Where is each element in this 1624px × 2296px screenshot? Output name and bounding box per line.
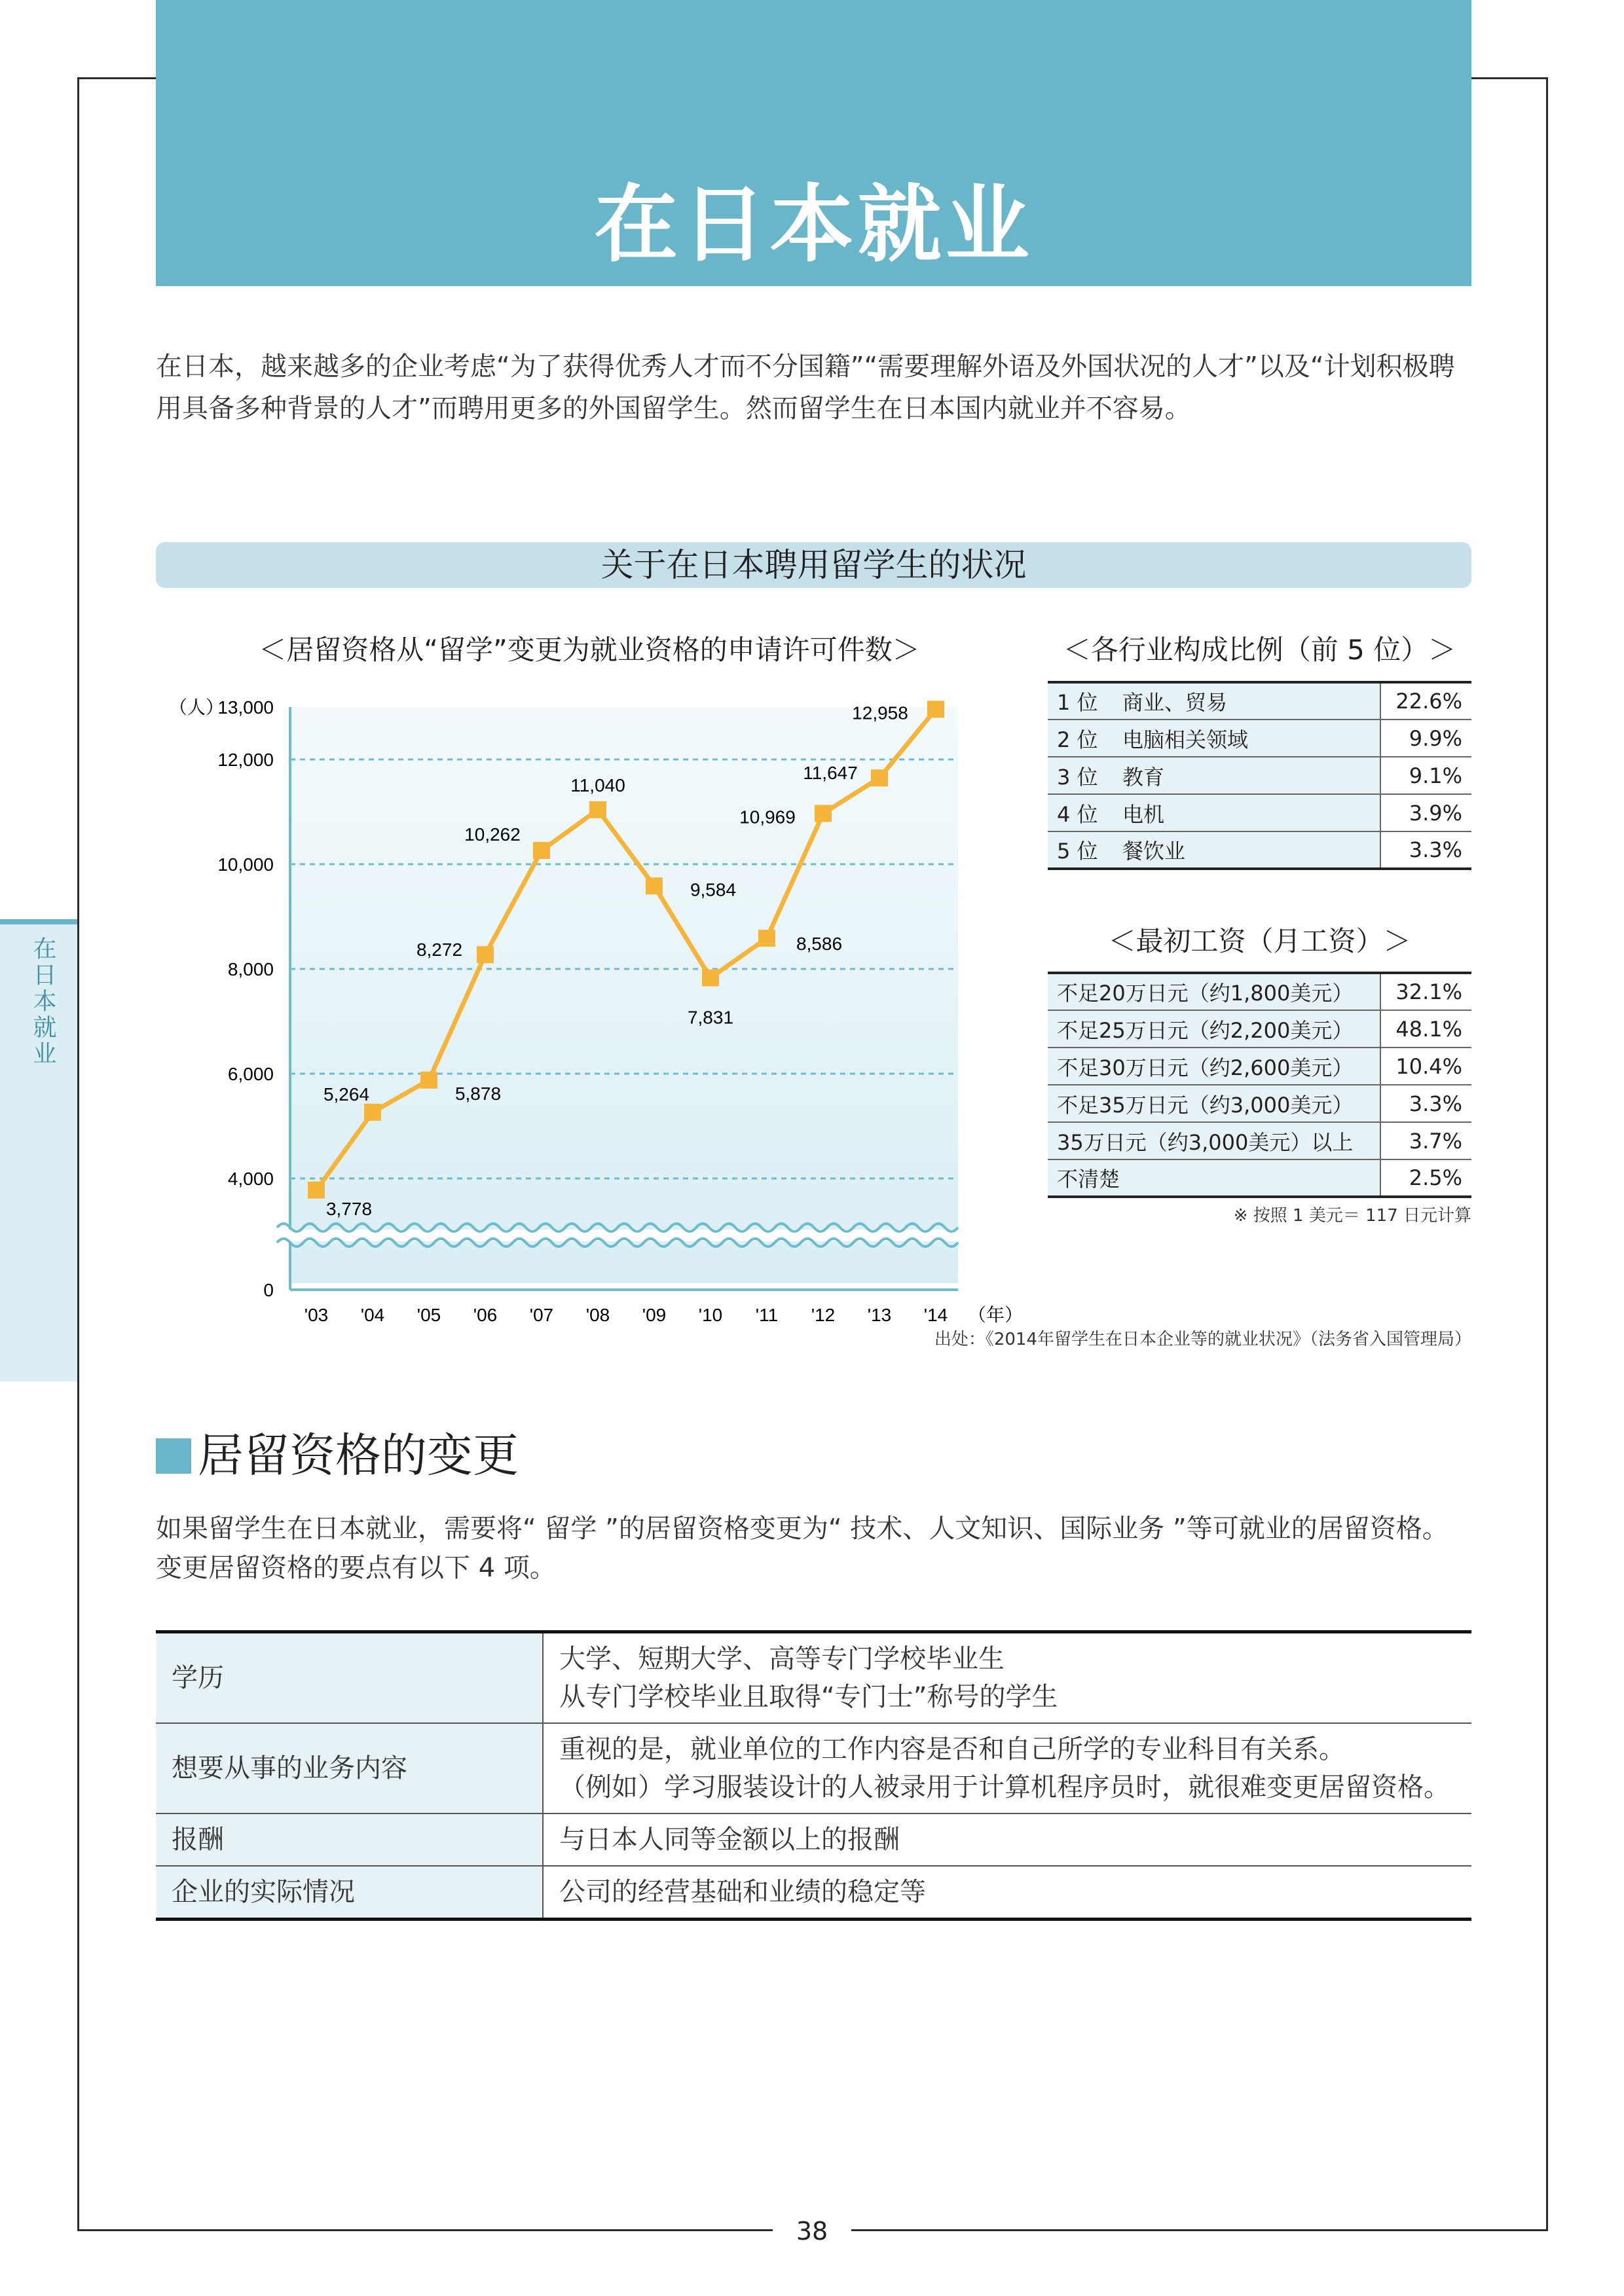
industry-rank: 4 位	[1057, 801, 1098, 827]
industry-rank: 3 位	[1057, 764, 1098, 790]
requirement-key: 想要从事的业务内容	[156, 1723, 543, 1813]
requirement-key: 学历	[156, 1632, 543, 1724]
industry-value: 9.1%	[1380, 757, 1471, 794]
industry-label-cell	[1048, 720, 1380, 757]
requirement-line: 大学、短期大学、高等专门学校毕业生	[559, 1644, 1005, 1674]
y-tick-label: 8,000	[227, 959, 274, 979]
source-citation: 出处：《2014年留学生在日本企业等的就业状况》（法务省入国管理局）	[934, 1330, 1471, 1349]
data-point	[477, 946, 494, 963]
industry-row	[1048, 831, 1471, 869]
x-tick-label: '11	[755, 1305, 779, 1322]
salary-name: 不足25万日元（约2,200美元）	[1057, 1017, 1354, 1043]
data-point	[308, 1182, 325, 1199]
x-tick-label: '03	[304, 1305, 329, 1322]
salary-label-cell	[1048, 1122, 1380, 1159]
industry-value: 3.9%	[1380, 794, 1471, 831]
industry-title: ＜各行业构成比例（前 5 位）＞	[1063, 634, 1456, 666]
y-axis-label: （人）	[169, 697, 225, 718]
industry-label-cell	[1048, 757, 1380, 794]
salary-name: 不足30万日元（约2,600美元）	[1057, 1055, 1354, 1080]
data-label: 10,262	[464, 824, 521, 845]
data-label: 9,584	[690, 879, 737, 900]
industry-name: 电脑相关领域	[1122, 727, 1249, 752]
requirement-value	[543, 1866, 1471, 1920]
side-tab-label: 在日本就业	[29, 936, 56, 1067]
requirement-line: （例如）学习服装设计的人被录用于计算机程序员时，就很难变更居留资格。	[559, 1772, 1450, 1802]
salary-name: 不足35万日元（约3,000美元）	[1057, 1092, 1354, 1118]
industry-row	[1048, 757, 1471, 794]
data-point	[815, 805, 832, 822]
requirement-line: 公司的经营基础和业绩的稳定等	[559, 1877, 926, 1907]
intro-paragraph: 在日本，越来越多的企业考虑“为了获得优秀人才而不分国籍”“需要理解外语及外国状况的人才”以及“计划积极聘用具备多种背景的人才”而聘用更多的外国留学生。然而留学生在日本国内就业并不容易。	[156, 352, 1455, 424]
salary-row	[1048, 1048, 1471, 1085]
x-tick-label: '08	[585, 1305, 610, 1322]
industry-table	[1048, 681, 1471, 870]
salary-label-cell	[1048, 1048, 1380, 1085]
industry-label-cell	[1048, 794, 1380, 831]
side-tab-bar	[0, 919, 77, 924]
data-point	[871, 769, 888, 786]
exchange-note: ※ 按照 1 美元＝ 117 日元计算	[1233, 1206, 1471, 1226]
salary-name: 不清楚	[1057, 1167, 1120, 1192]
change-paragraph: 如果留学生在日本就业，需要将“ 留学 ”的居留资格变更为“ 技术、人文知识、国际业务 ”等可就业的居留资格。变更居留资格的要点有以下 4 项。	[156, 1514, 1449, 1583]
industry-value: 9.9%	[1380, 720, 1471, 757]
requirement-value	[543, 1723, 1471, 1813]
requirement-key: 企业的实际情况	[156, 1866, 543, 1920]
salary-title: ＜最初工资（月工资）＞	[1108, 925, 1411, 957]
data-point	[364, 1104, 381, 1121]
title-band	[156, 0, 1471, 286]
salary-row	[1048, 1010, 1471, 1048]
salary-value: 32.1%	[1380, 973, 1471, 1010]
page-number: 38	[796, 2217, 828, 2246]
industry-label-cell	[1048, 831, 1380, 869]
salary-row	[1048, 1085, 1471, 1122]
data-point	[533, 842, 550, 859]
requirement-line: 与日本人同等金额以上的报酬	[559, 1825, 900, 1855]
y-tick-label: 10,000	[217, 854, 274, 875]
data-label: 5,264	[323, 1084, 370, 1104]
data-point	[646, 877, 663, 894]
salary-label-cell	[1048, 1159, 1380, 1197]
section-heading: 关于在日本聘用留学生的状况	[156, 542, 1471, 588]
salary-value: 2.5%	[1380, 1159, 1471, 1197]
industry-row	[1048, 720, 1471, 757]
industry-name: 餐饮业	[1122, 839, 1186, 864]
x-tick-label: '13	[867, 1305, 892, 1322]
industry-name: 教育	[1122, 764, 1165, 790]
salary-label-cell	[1048, 1085, 1380, 1122]
salary-value: 3.7%	[1380, 1122, 1471, 1159]
industry-value: 22.6%	[1380, 682, 1471, 720]
x-tick-label: '06	[473, 1305, 498, 1322]
industry-row	[1048, 794, 1471, 831]
heading-square-icon	[156, 1438, 191, 1474]
page-title: 在日本就业	[594, 176, 1033, 274]
data-label: 8,272	[416, 939, 463, 960]
x-tick-label: '10	[698, 1305, 723, 1322]
x-tick-label: '09	[642, 1305, 667, 1322]
x-tick-label: '05	[416, 1305, 441, 1322]
industry-rank: 1 位	[1057, 690, 1098, 715]
industry-name: 商业、贸易	[1122, 690, 1228, 715]
x-axis-label: （年）	[968, 1305, 1024, 1322]
chart-title: ＜居留资格从“留学”变更为就业资格的申请许可件数＞	[259, 634, 920, 666]
salary-name: 不足20万日元（约1,800美元）	[1057, 981, 1354, 1006]
data-label: 8,586	[796, 934, 843, 955]
y-tick-label: 12,000	[217, 750, 274, 770]
industry-label-cell	[1048, 682, 1380, 720]
data-label: 10,969	[739, 807, 796, 828]
side-tab	[0, 919, 77, 1381]
data-point	[758, 930, 775, 947]
industry-row	[1048, 682, 1471, 720]
data-label: 11,647	[803, 763, 858, 784]
change-heading-block	[156, 1426, 519, 1485]
requirement-line: 从专门学校毕业且取得“专门士”称号的学生	[559, 1682, 1058, 1712]
salary-name: 35万日元（约3,000美元）以上	[1057, 1129, 1354, 1155]
x-tick-label: '12	[811, 1305, 836, 1322]
requirement-value	[543, 1813, 1471, 1866]
requirements-table	[156, 1630, 1471, 1921]
data-label: 7,831	[687, 1007, 734, 1028]
salary-row	[1048, 1122, 1471, 1159]
industry-rank: 5 位	[1057, 839, 1098, 864]
data-point	[589, 801, 606, 818]
industry-name: 电机	[1122, 801, 1165, 827]
y-tick-label: 0	[263, 1280, 274, 1300]
salary-row	[1048, 973, 1471, 1010]
line-chart	[156, 681, 1027, 1322]
requirement-row	[156, 1723, 1471, 1813]
data-label: 3,778	[325, 1198, 373, 1219]
requirement-key: 报酬	[156, 1813, 543, 1866]
data-point	[702, 970, 719, 987]
data-point	[927, 701, 944, 718]
requirement-row	[156, 1632, 1471, 1724]
salary-value: 10.4%	[1380, 1048, 1471, 1085]
salary-label-cell	[1048, 973, 1380, 1010]
requirement-line: 重视的是，就业单位的工作内容是否和自己所学的专业科目有关系。	[559, 1734, 1345, 1764]
change-heading: 居留资格的变更	[198, 1429, 519, 1482]
salary-value: 3.3%	[1380, 1085, 1471, 1122]
salary-row	[1048, 1159, 1471, 1197]
salary-table	[1048, 972, 1471, 1198]
industry-rank: 2 位	[1057, 727, 1098, 752]
data-label: 5,878	[454, 1083, 502, 1104]
requirement-row	[156, 1813, 1471, 1866]
data-point	[420, 1072, 437, 1089]
requirement-value	[543, 1632, 1471, 1724]
side-tab-wrap	[26, 936, 60, 1070]
y-tick-label: 6,000	[227, 1064, 274, 1084]
requirement-row	[156, 1866, 1471, 1920]
y-tick-label: 13,000	[217, 697, 274, 718]
salary-value: 48.1%	[1380, 1010, 1471, 1048]
salary-label-cell	[1048, 1010, 1380, 1048]
industry-value: 3.3%	[1380, 831, 1471, 869]
y-tick-label: 4,000	[227, 1169, 274, 1189]
data-label: 11,040	[570, 774, 625, 795]
x-tick-label: '07	[529, 1305, 554, 1322]
x-tick-label: '04	[360, 1305, 385, 1322]
x-tick-label: '14	[923, 1305, 948, 1322]
data-label: 12,958	[852, 702, 908, 723]
